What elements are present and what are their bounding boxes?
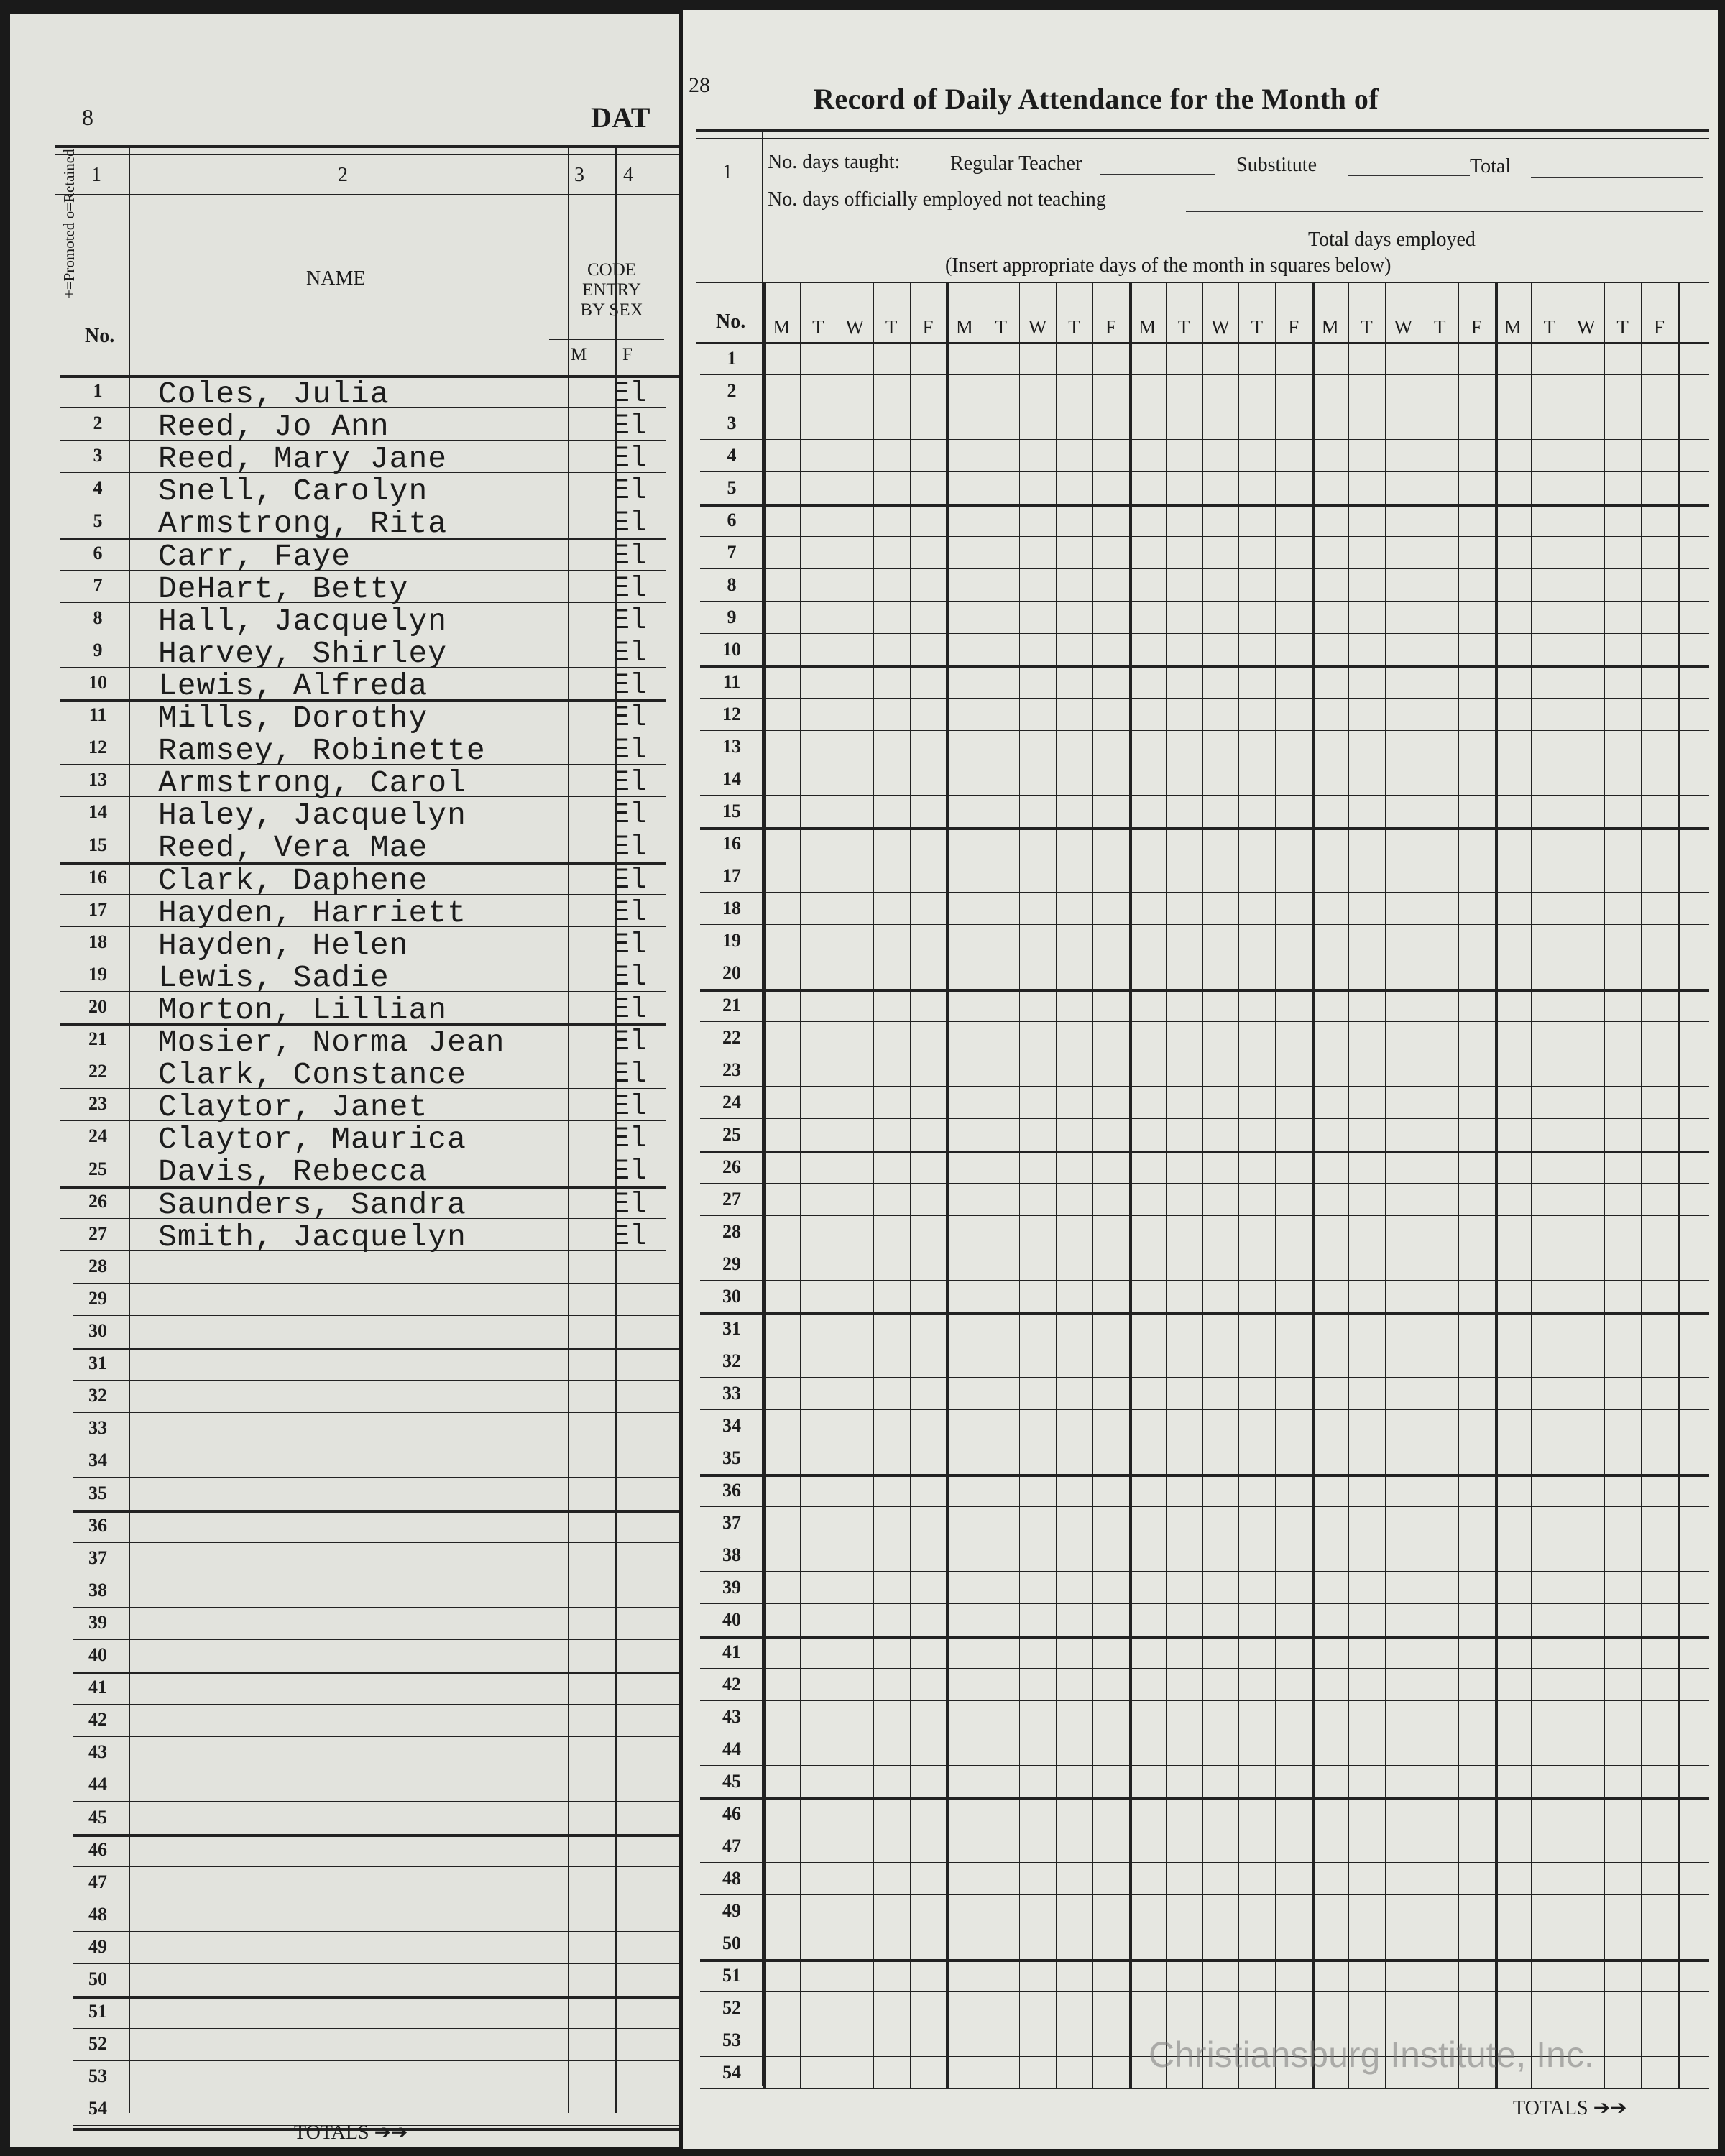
row-number: 29 bbox=[88, 1287, 107, 1309]
row-number: 7 bbox=[727, 542, 737, 563]
row-number: 43 bbox=[722, 1706, 741, 1727]
no-header: No. bbox=[85, 325, 115, 347]
row-number: 42 bbox=[722, 1674, 741, 1695]
row-number: 26 bbox=[88, 1190, 107, 1212]
row-number: 13 bbox=[88, 769, 107, 791]
col-number-4: 4 bbox=[623, 164, 633, 186]
code-entry: El bbox=[612, 1026, 648, 1059]
row-number: 22 bbox=[722, 1027, 741, 1048]
row-number: 16 bbox=[722, 833, 741, 854]
student-name: Haley, Jacquelyn bbox=[158, 798, 466, 834]
row-number: 15 bbox=[722, 801, 741, 821]
row-number: 17 bbox=[722, 865, 741, 886]
right-no-header: No. bbox=[716, 310, 746, 333]
day-header: M bbox=[1504, 316, 1522, 338]
row-number: 18 bbox=[88, 931, 107, 952]
row-number: 13 bbox=[722, 736, 741, 757]
code-entry: El bbox=[612, 831, 648, 865]
code-entry: El bbox=[612, 1156, 648, 1189]
row-number: 54 bbox=[88, 2098, 107, 2119]
code-entry: El bbox=[612, 864, 648, 897]
row-number: 27 bbox=[722, 1189, 741, 1210]
row-number: 39 bbox=[722, 1577, 741, 1598]
row-number: 54 bbox=[722, 2062, 741, 2083]
row-number: 7 bbox=[93, 574, 103, 596]
right-totals-label: TOTALS ➔➔ bbox=[1513, 2097, 1627, 2119]
code-entry: El bbox=[612, 702, 648, 734]
day-header: T bbox=[1251, 316, 1264, 338]
code-entry: El bbox=[612, 443, 648, 476]
row-number: 44 bbox=[88, 1774, 107, 1795]
row-number: 24 bbox=[88, 1125, 107, 1147]
day-header: T bbox=[1361, 316, 1373, 338]
day-header: T bbox=[812, 316, 824, 338]
row-number: 14 bbox=[722, 768, 741, 789]
student-name: DeHart, Betty bbox=[158, 571, 409, 607]
row-number: 46 bbox=[88, 1838, 107, 1860]
student-name: Claytor, Janet bbox=[158, 1089, 428, 1125]
name-header: NAME bbox=[306, 267, 366, 290]
code-entry: El bbox=[612, 540, 648, 573]
day-header: W bbox=[1211, 316, 1230, 338]
row-number: 52 bbox=[722, 1997, 741, 2018]
student-name: Armstrong, Carol bbox=[158, 765, 466, 801]
student-name: Reed, Mary Jane bbox=[158, 441, 448, 477]
day-header: T bbox=[1177, 316, 1190, 338]
row-number: 36 bbox=[722, 1480, 741, 1501]
row-number: 48 bbox=[88, 1903, 107, 1925]
row-number: 3 bbox=[93, 445, 103, 466]
student-name: Reed, Vera Mae bbox=[158, 830, 428, 866]
row-number: 8 bbox=[727, 574, 737, 595]
student-name: Clark, Constance bbox=[158, 1057, 466, 1093]
right-page-number: 28 bbox=[689, 73, 710, 97]
row-number: 53 bbox=[88, 2065, 107, 2087]
row-number: 11 bbox=[88, 704, 107, 726]
row-number: 40 bbox=[722, 1609, 741, 1630]
day-header: T bbox=[1068, 316, 1080, 338]
row-number: 19 bbox=[88, 963, 107, 985]
day-header: T bbox=[995, 316, 1007, 338]
student-name: Carr, Faye bbox=[158, 538, 351, 574]
day-header: W bbox=[1577, 316, 1596, 338]
page-title: Record of Daily Attendance for the Month of bbox=[814, 83, 1379, 115]
student-name: Armstrong, Rita bbox=[158, 506, 448, 542]
code-entry: El bbox=[612, 1123, 648, 1156]
promoted-retained-label: +=Promoted o=Retained bbox=[60, 149, 78, 298]
row-number: 6 bbox=[727, 510, 737, 530]
student-name: Saunders, Sandra bbox=[158, 1187, 466, 1222]
student-name: Snell, Carolyn bbox=[158, 474, 428, 510]
day-header: F bbox=[1105, 316, 1116, 338]
row-number: 24 bbox=[722, 1092, 741, 1112]
row-number: 14 bbox=[88, 801, 107, 823]
row-number: 31 bbox=[722, 1318, 741, 1339]
student-name: Mills, Dorothy bbox=[158, 701, 428, 736]
row-number: 20 bbox=[88, 996, 107, 1017]
row-number: 21 bbox=[722, 995, 741, 1015]
day-header: M bbox=[773, 316, 791, 338]
row-number: 9 bbox=[93, 639, 103, 660]
row-number: 12 bbox=[88, 737, 107, 758]
student-name: Lewis, Alfreda bbox=[158, 668, 428, 704]
code-entry: El bbox=[612, 993, 648, 1026]
instruction-text: (Insert appropriate days of the month in squares below) bbox=[945, 254, 1392, 277]
row-number: 37 bbox=[722, 1512, 741, 1533]
row-number: 19 bbox=[722, 930, 741, 951]
row-number: 47 bbox=[722, 1835, 741, 1856]
code-entry: El bbox=[612, 378, 648, 410]
row-number: 44 bbox=[722, 1738, 741, 1759]
code-entry: El bbox=[612, 1059, 648, 1092]
day-header: M bbox=[1138, 316, 1156, 338]
student-name: Lewis, Sadie bbox=[158, 959, 390, 995]
substitute-label: Substitute bbox=[1236, 154, 1317, 176]
row-number: 8 bbox=[93, 607, 103, 628]
row-number: 23 bbox=[88, 1093, 107, 1115]
day-header: W bbox=[1028, 316, 1047, 338]
code-entry: El bbox=[612, 572, 648, 605]
row-number: 2 bbox=[727, 380, 737, 401]
day-header: M bbox=[955, 316, 973, 338]
day-header: F bbox=[922, 316, 934, 338]
row-number: 15 bbox=[88, 834, 107, 855]
code-entry: El bbox=[612, 1220, 648, 1253]
row-number: 53 bbox=[722, 2030, 741, 2050]
day-header: T bbox=[1543, 316, 1556, 338]
row-number: 33 bbox=[722, 1383, 741, 1404]
code-header: CODE ENTRY BY SEX bbox=[580, 260, 643, 320]
code-entry: El bbox=[612, 929, 648, 962]
student-name: Morton, Lillian bbox=[158, 992, 448, 1028]
row-number: 47 bbox=[88, 1871, 107, 1892]
day-header: T bbox=[885, 316, 898, 338]
not-teaching-label: No. days officially employed not teaching bbox=[768, 188, 1106, 211]
code-entry: El bbox=[612, 604, 648, 637]
regular-teacher-label: Regular Teacher bbox=[950, 152, 1082, 175]
row-number: 48 bbox=[722, 1868, 741, 1889]
col-number-2: 2 bbox=[338, 164, 348, 186]
row-number: 41 bbox=[722, 1641, 741, 1662]
day-header: W bbox=[845, 316, 864, 338]
row-number: 2 bbox=[93, 413, 103, 434]
row-number: 25 bbox=[722, 1124, 741, 1145]
row-number: 45 bbox=[88, 1806, 107, 1828]
row-number: 16 bbox=[88, 866, 107, 888]
day-header: F bbox=[1288, 316, 1300, 338]
row-number: 32 bbox=[722, 1350, 741, 1371]
row-number: 12 bbox=[722, 704, 741, 724]
row-number: 35 bbox=[88, 1482, 107, 1503]
left-totals-label: TOTALS ➔➔ bbox=[294, 2122, 408, 2144]
left-header-fragment: DAT bbox=[591, 101, 650, 134]
code-entry: El bbox=[612, 1188, 648, 1221]
total-employed-label: Total days employed bbox=[1308, 229, 1476, 251]
code-entry: El bbox=[612, 410, 648, 443]
day-header: W bbox=[1394, 316, 1413, 338]
row-number: 4 bbox=[727, 445, 737, 466]
student-name: Smith, Jacquelyn bbox=[158, 1219, 466, 1255]
row-number: 46 bbox=[722, 1803, 741, 1824]
row-number: 40 bbox=[88, 1644, 107, 1665]
code-entry: El bbox=[612, 669, 648, 702]
row-number: 17 bbox=[88, 898, 107, 920]
row-number: 34 bbox=[88, 1450, 107, 1471]
student-name: Harvey, Shirley bbox=[158, 635, 448, 671]
total-label: Total bbox=[1470, 155, 1512, 178]
row-number: 6 bbox=[93, 542, 103, 563]
row-number: 1 bbox=[727, 348, 737, 369]
day-header: F bbox=[1654, 316, 1665, 338]
day-header: T bbox=[1434, 316, 1446, 338]
row-number: 51 bbox=[88, 2001, 107, 2022]
left-page-number: 8 bbox=[82, 104, 93, 130]
code-entry: El bbox=[612, 507, 648, 540]
row-number: 33 bbox=[88, 1417, 107, 1439]
student-name: Hayden, Harriett bbox=[158, 895, 466, 931]
row-number: 42 bbox=[88, 1709, 107, 1731]
row-number: 20 bbox=[722, 962, 741, 983]
row-number: 3 bbox=[727, 413, 737, 433]
row-number: 32 bbox=[88, 1385, 107, 1406]
day-header: F bbox=[1471, 316, 1482, 338]
row-number: 50 bbox=[722, 1932, 741, 1953]
row-number: 30 bbox=[88, 1320, 107, 1341]
code-entry: El bbox=[612, 1091, 648, 1124]
row-number: 29 bbox=[722, 1253, 741, 1274]
student-name: Clark, Daphene bbox=[158, 862, 428, 898]
code-entry: El bbox=[612, 734, 648, 768]
row-number: 18 bbox=[722, 898, 741, 918]
row-number: 50 bbox=[88, 1968, 107, 1989]
student-name: Coles, Julia bbox=[158, 377, 390, 412]
col-number-3: 3 bbox=[574, 164, 584, 186]
row-number: 35 bbox=[722, 1447, 741, 1468]
student-name: Hall, Jacquelyn bbox=[158, 603, 448, 639]
row-number: 26 bbox=[722, 1156, 741, 1177]
right-col-number: 1 bbox=[722, 161, 732, 183]
row-number: 27 bbox=[88, 1222, 107, 1244]
col-number-1: 1 bbox=[91, 164, 101, 186]
code-entry: El bbox=[612, 799, 648, 832]
row-number: 5 bbox=[93, 510, 103, 531]
row-number: 49 bbox=[722, 1900, 741, 1921]
row-number: 31 bbox=[88, 1353, 107, 1374]
row-number: 43 bbox=[88, 1741, 107, 1763]
sex-f-header: F bbox=[622, 345, 632, 364]
student-name: Claytor, Maurica bbox=[158, 1122, 466, 1158]
watermark: Christiansburg Institute, Inc. bbox=[1149, 2035, 1594, 2075]
code-entry: El bbox=[612, 637, 648, 670]
row-number: 38 bbox=[722, 1544, 741, 1565]
code-entry: El bbox=[612, 961, 648, 994]
row-number: 34 bbox=[722, 1415, 741, 1436]
row-number: 45 bbox=[722, 1771, 741, 1792]
row-number: 11 bbox=[722, 671, 741, 692]
student-name: Ramsey, Robinette bbox=[158, 733, 486, 769]
row-number: 39 bbox=[88, 1611, 107, 1633]
row-number: 10 bbox=[88, 672, 107, 693]
left-page bbox=[10, 14, 678, 2147]
student-name: Hayden, Helen bbox=[158, 927, 409, 963]
student-name: Mosier, Norma Jean bbox=[158, 1025, 505, 1060]
right-page bbox=[683, 10, 1718, 2149]
row-number: 28 bbox=[88, 1255, 107, 1276]
day-header: T bbox=[1616, 316, 1629, 338]
row-number: 9 bbox=[727, 607, 737, 627]
row-number: 51 bbox=[722, 1965, 741, 1986]
row-number: 21 bbox=[88, 1028, 107, 1050]
code-entry: El bbox=[612, 767, 648, 800]
row-number: 36 bbox=[88, 1514, 107, 1536]
row-number: 52 bbox=[88, 2033, 107, 2055]
row-number: 23 bbox=[722, 1059, 741, 1080]
sex-m-header: M bbox=[571, 345, 587, 364]
code-entry: El bbox=[612, 896, 648, 929]
row-number: 4 bbox=[93, 477, 103, 499]
student-name: Davis, Rebecca bbox=[158, 1154, 428, 1190]
student-name: Reed, Jo Ann bbox=[158, 409, 390, 445]
row-number: 22 bbox=[88, 1061, 107, 1082]
row-number: 5 bbox=[727, 477, 737, 498]
row-number: 25 bbox=[88, 1158, 107, 1179]
row-number: 41 bbox=[88, 1677, 107, 1698]
days-taught-label: No. days taught: bbox=[768, 151, 901, 173]
row-number: 1 bbox=[93, 380, 103, 402]
row-number: 49 bbox=[88, 1935, 107, 1957]
day-header: M bbox=[1321, 316, 1339, 338]
row-number: 28 bbox=[722, 1221, 741, 1242]
code-entry: El bbox=[612, 475, 648, 508]
row-number: 30 bbox=[722, 1286, 741, 1307]
row-number: 38 bbox=[88, 1579, 107, 1600]
row-number: 37 bbox=[88, 1547, 107, 1568]
row-number: 10 bbox=[722, 639, 741, 660]
